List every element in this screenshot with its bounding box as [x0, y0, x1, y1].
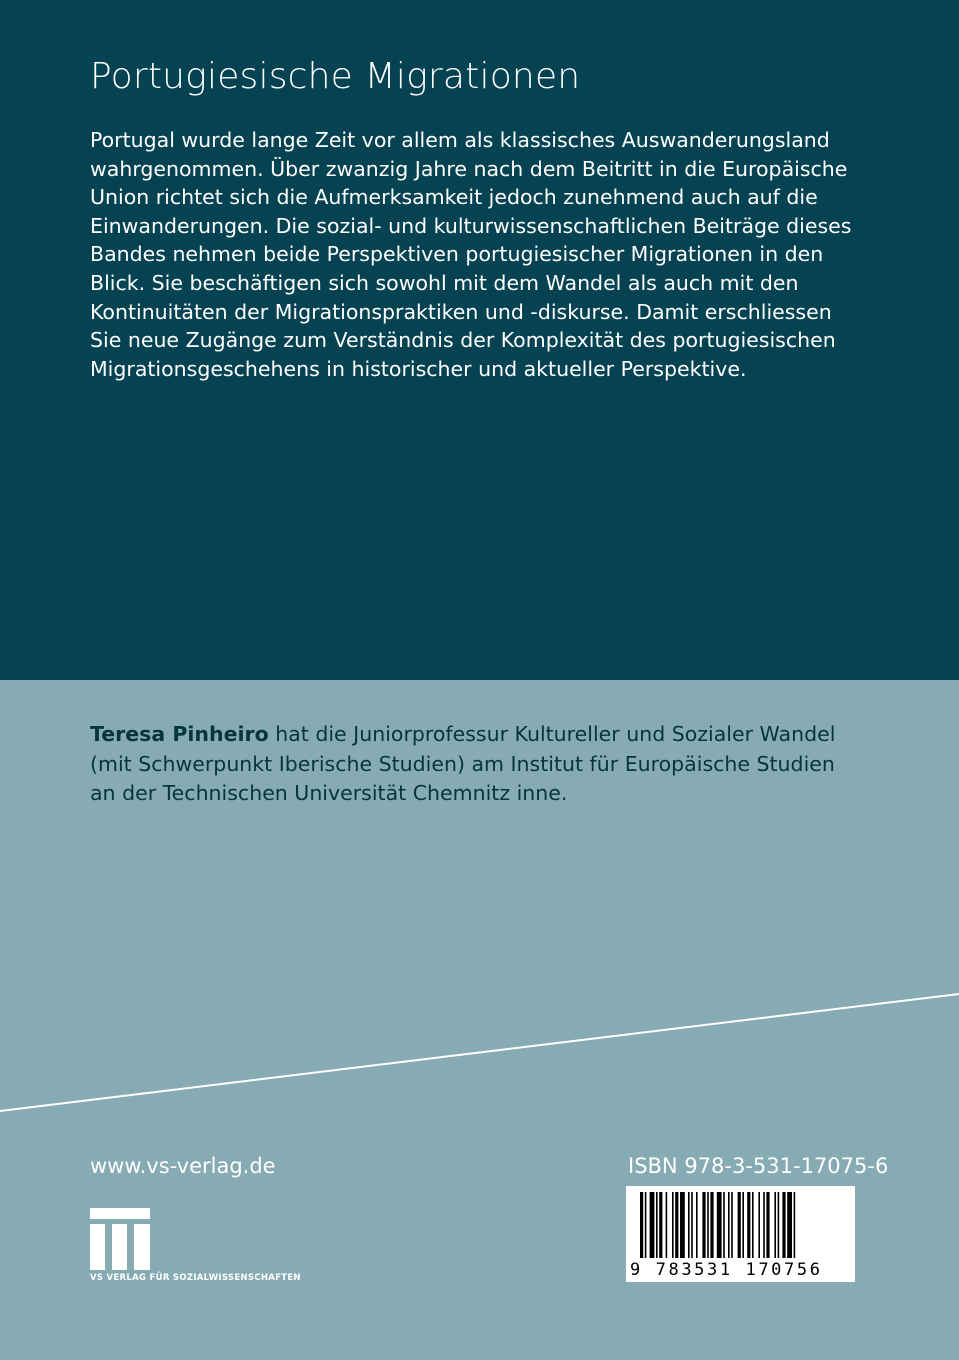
description-line: Union richtet sich die Aufmerksamkeit jedoch zunehmend auch auf die [90, 185, 818, 210]
book-description [90, 126, 880, 383]
barcode-bar [782, 1192, 785, 1258]
barcode-number: 9 783531 170756 [630, 1260, 823, 1280]
description-line: Portugal wurde lange Zeit vor allem als klassisches Auswanderungsland [90, 128, 830, 152]
description-line: Bandes nehmen beide Perspektiven portugiesischer Migrationen in den [90, 242, 824, 267]
isbn-label: ISBN 978-3-531-17075-6 [628, 1154, 889, 1178]
barcode-bar [691, 1192, 693, 1258]
barcode-bar [645, 1192, 647, 1258]
barcode-bar [696, 1192, 698, 1258]
barcode-bar [763, 1192, 765, 1258]
barcode-bar [794, 1192, 796, 1258]
barcode-bar [717, 1192, 722, 1258]
description-line: Kontinuitäten der Migrationspraktiken und -diskurse. Damit erschliessen [90, 299, 832, 324]
author-bio-line: (mit Schwerpunkt Iberische Studien) am Institut für Europäische Studien [90, 751, 835, 776]
barcode-bar [707, 1192, 709, 1258]
barcode-bar [728, 1192, 730, 1258]
barcode-bar [787, 1192, 792, 1258]
barcode-bar [702, 1192, 705, 1258]
description-line: Blick. Sie beschäftigen sich sowohl mit dem Wandel als auch mit den [90, 270, 799, 295]
book-title: Portugiesische Migrationen [90, 56, 581, 97]
author-bio-text: hat die Juniorprofessur Kultureller und Sozialer Wandel [268, 722, 836, 746]
description-line: wahrgenommen. Über zwanzig Jahre nach dem Beitritt in die Europäische [90, 156, 848, 181]
barcode-bar [747, 1192, 750, 1258]
publisher-logo-icon [90, 1208, 150, 1270]
description-line: Einwanderungen. Die sozial- und kulturwissenschaftlichen Beiträge dieses [90, 213, 852, 238]
publisher-url[interactable]: www.vs-verlag.de [90, 1154, 276, 1178]
barcode-bar [640, 1192, 643, 1258]
author-bio [90, 720, 890, 809]
barcode-bar [774, 1192, 776, 1258]
diagonal-line [0, 980, 959, 1120]
barcode-bar [666, 1192, 668, 1258]
barcode-bar [659, 1192, 662, 1258]
publisher-logo-text: VS VERLAG FÜR SOZIALWISSENSCHAFTEN [90, 1273, 301, 1283]
author-name: Teresa Pinheiro [90, 722, 269, 746]
barcode-bar [752, 1192, 754, 1258]
author-bio-line: an der Technischen Universität Chemnitz inne. [90, 781, 568, 805]
barcode-bar [656, 1192, 658, 1258]
author-bio-line [90, 720, 890, 750]
description-line: Migrationsgeschehens in historischer und aktueller Perspektive. [90, 356, 747, 381]
barcode-bar [688, 1192, 690, 1258]
barcode-bar [675, 1192, 678, 1258]
barcode-bar [738, 1192, 741, 1258]
barcode-bar [710, 1192, 713, 1258]
barcode-bar [766, 1192, 769, 1258]
barcode-bar [723, 1192, 725, 1258]
barcode-bar [650, 1192, 655, 1258]
barcode-bar [731, 1192, 733, 1258]
barcode-bar [742, 1192, 744, 1258]
barcode-bar [680, 1192, 685, 1258]
description-line: Sie neue Zugänge zum Verständnis der Komplexität des portugiesischen [90, 328, 836, 353]
barcode-bar [672, 1192, 674, 1258]
isbn-barcode [626, 1186, 855, 1282]
barcode-bar [778, 1192, 780, 1258]
barcode-bar [758, 1192, 760, 1258]
